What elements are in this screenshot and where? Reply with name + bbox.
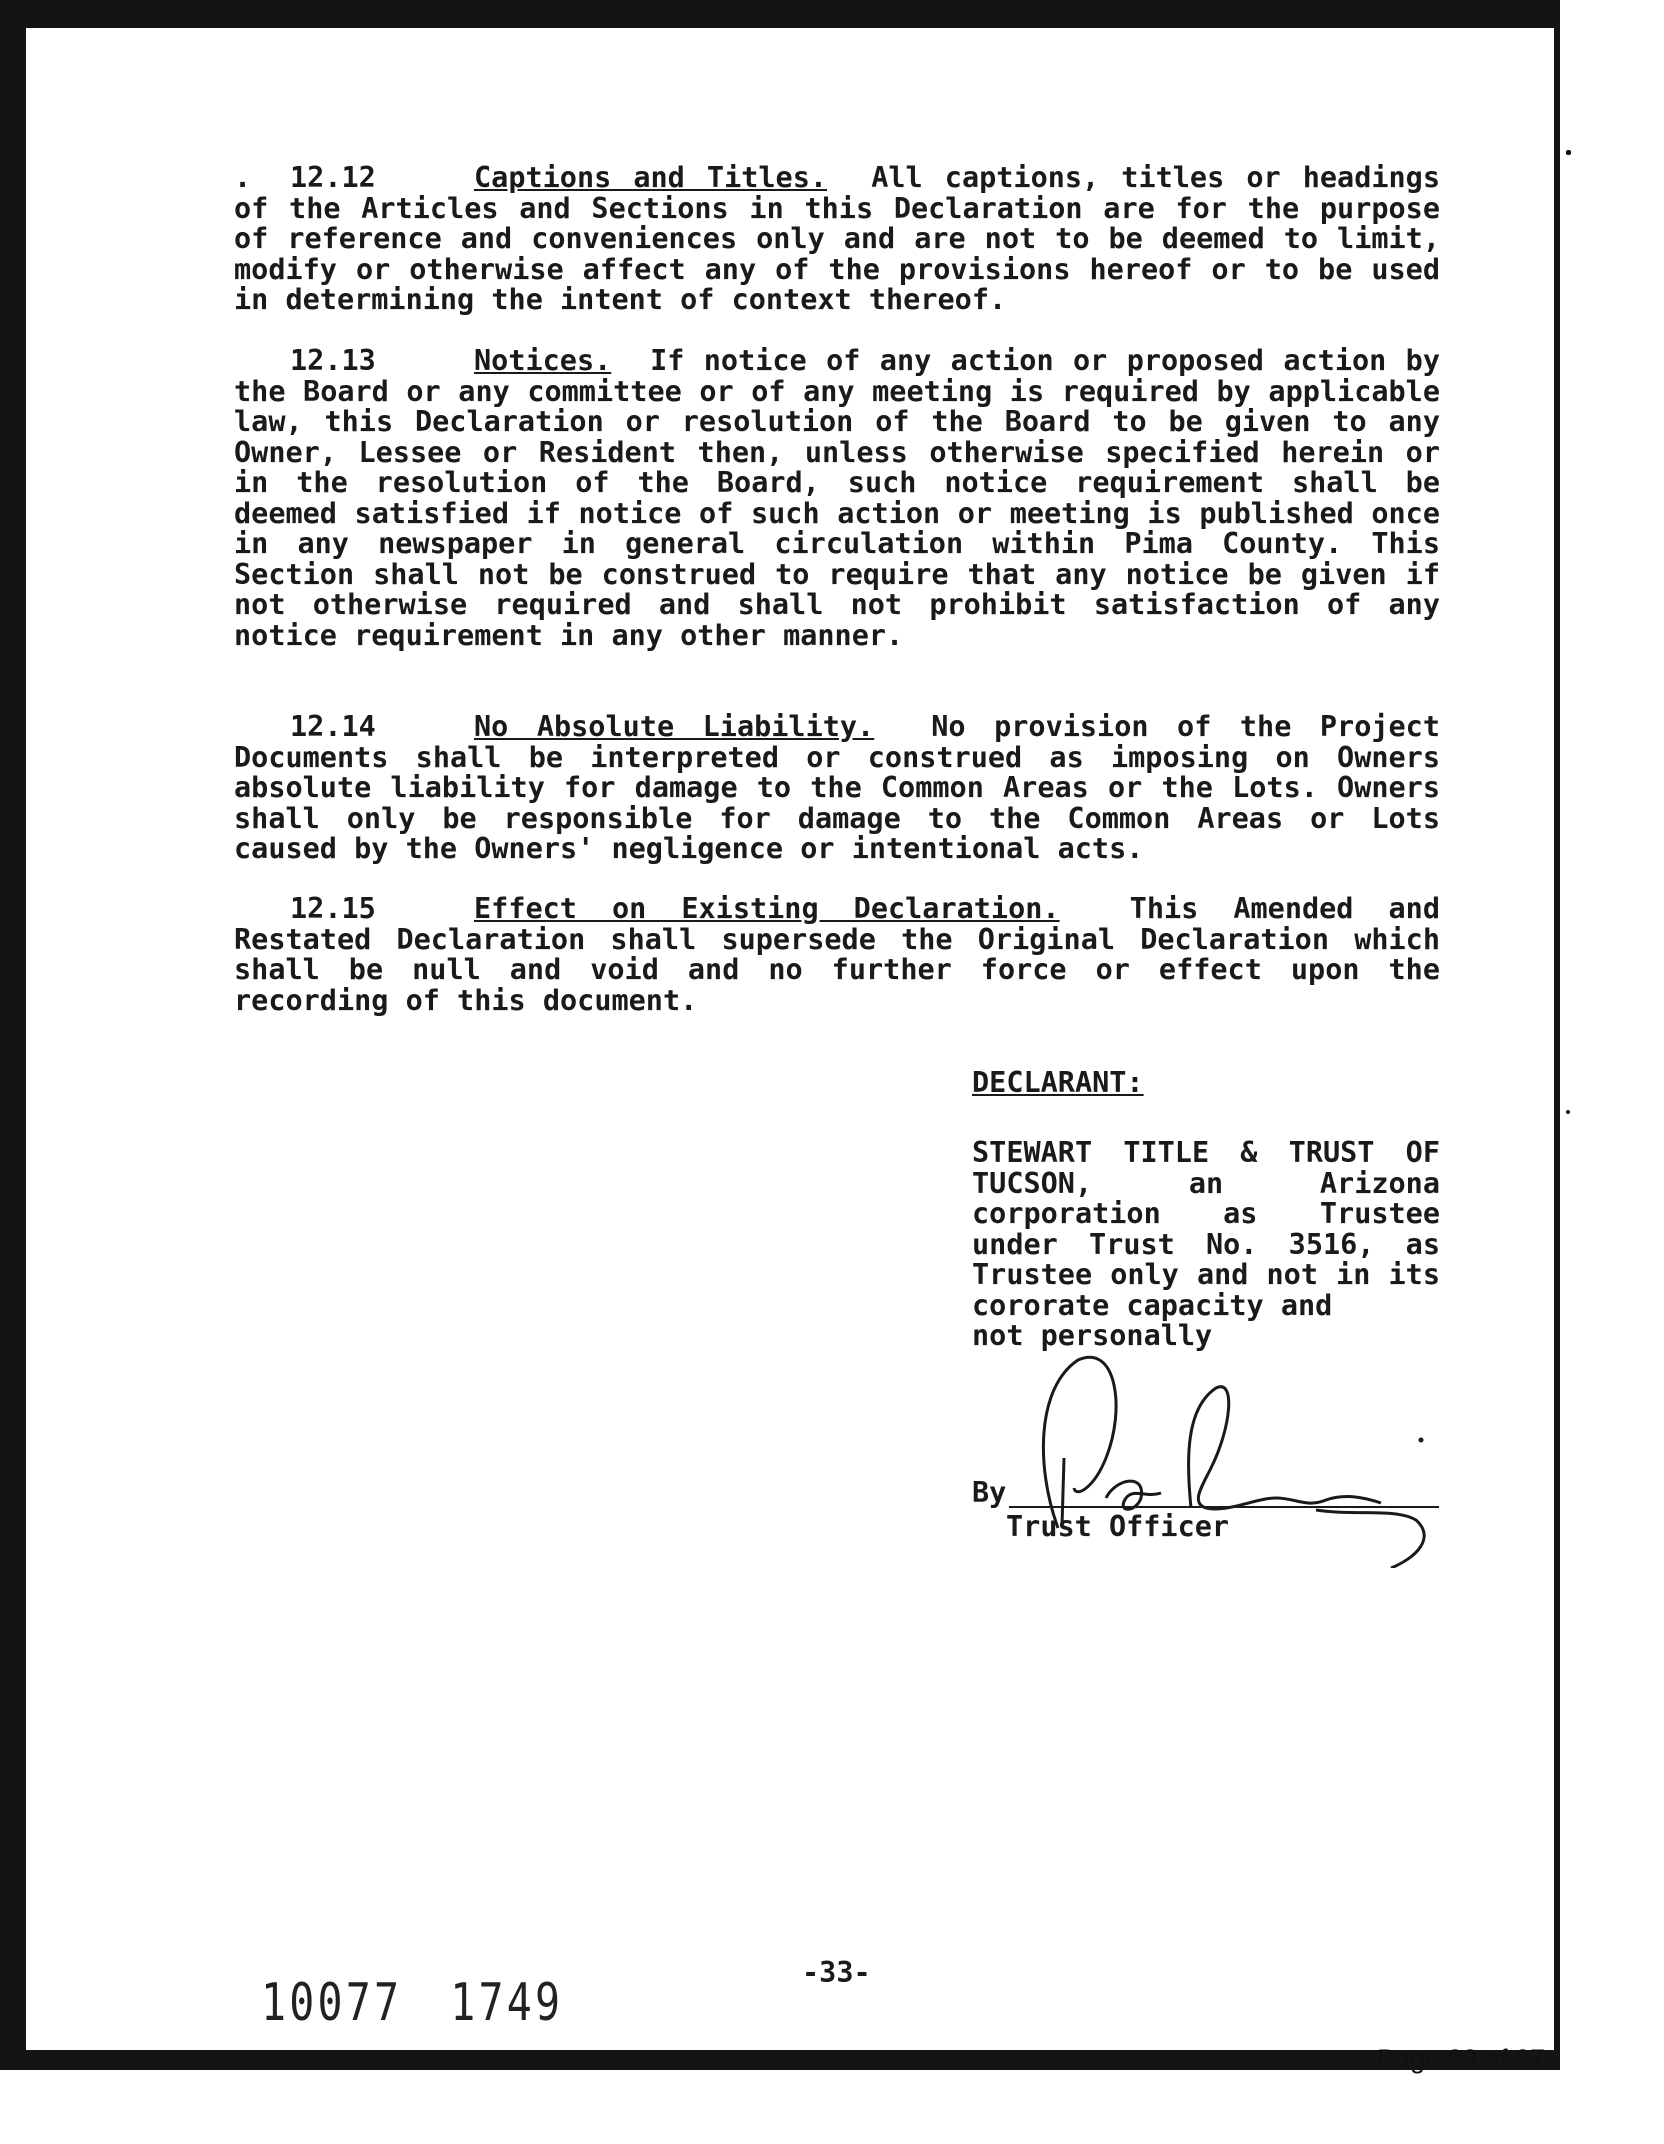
- section-heading: Captions and Titles.: [474, 161, 828, 194]
- section-body: All captions, titles or headings of the Articles and Sections in this Declaration are for the purpose of reference and conveniences only and are not to be deemed to limit, modify or otherwise affect any of the provisions hereof or to be used in determining the intent of context thereof.: [234, 161, 1440, 316]
- recording-page-number: 1749: [450, 1973, 564, 2033]
- signer-title: Trust Officer: [1006, 1510, 1230, 1543]
- scan-speck: [4, 460, 10, 466]
- scan-speck: [8, 1380, 13, 1385]
- recording-book-number: 10077: [261, 1973, 403, 2033]
- signature-line: [1009, 1506, 1439, 1508]
- footer-page-label: Page 33 of 37: [1377, 2044, 1546, 2074]
- section-heading: No Absolute Liability.: [474, 710, 875, 743]
- scan-speck: [1566, 150, 1571, 155]
- declarant-description: STEWART TITLE & TRUST OF TUCSON, an Arizona corporation as Trustee under Trust No. 3516, as Trustee only and not in its cororate capacity and: [972, 1136, 1440, 1322]
- declarant-name-block: [972, 1138, 1440, 1352]
- section-12-15: [234, 894, 1440, 1016]
- section-number: 12.12: [290, 161, 376, 194]
- section-body: No provision of the Project Documents shall be interpreted or construed as imposing on Owners absolute liability for damage to the Common Areas or the Lots. Owners shall only be responsible for damage to the Common Areas or Lots caused by the Owners' negligence or intentional acts.: [234, 710, 1440, 865]
- section-heading: Effect on Existing Declaration.: [474, 892, 1060, 925]
- section-number: 12.14: [290, 710, 376, 743]
- declarant-title: DECLARANT:: [972, 1066, 1144, 1099]
- declarant-description-end: not personally: [972, 1319, 1213, 1352]
- recording-stamp: [261, 1973, 611, 2033]
- scan-speck: [1566, 1110, 1570, 1114]
- by-label: By: [972, 1476, 1007, 1509]
- section-12-13: [234, 346, 1440, 651]
- scan-speck: [6, 150, 11, 155]
- section-12-14: [234, 712, 1440, 865]
- document-page: [26, 28, 1554, 2074]
- page-number: -33-: [802, 1956, 871, 1989]
- section-number: 12.15: [290, 892, 376, 925]
- stray-mark: .: [234, 161, 252, 194]
- section-heading: Notices.: [474, 344, 612, 377]
- section-number: 12.13: [290, 344, 376, 377]
- section-body: This Amended and Restated Declaration shall supersede the Original Declaration which shall be null and void and no further force or effect upon the recording of this document.: [234, 892, 1440, 1017]
- section-12-12: [234, 163, 1440, 316]
- section-body: If notice of any action or proposed action by the Board or any committee or of any meeting is required by applicable law, this Declaration or resolution of the Board to be given to any Owner, Lessee or Resident then, unless otherwise specified herein or in the resolution of the Board, such notice requirement shall be deemed satisfied if notice of such action or meeting is published once in any newspaper in general circulation within Pima County. This Section shall not be construed to require that any notice be given if not otherwise required and shall not prohibit satisfaction of any notice requirement in any other manner.: [234, 344, 1440, 652]
